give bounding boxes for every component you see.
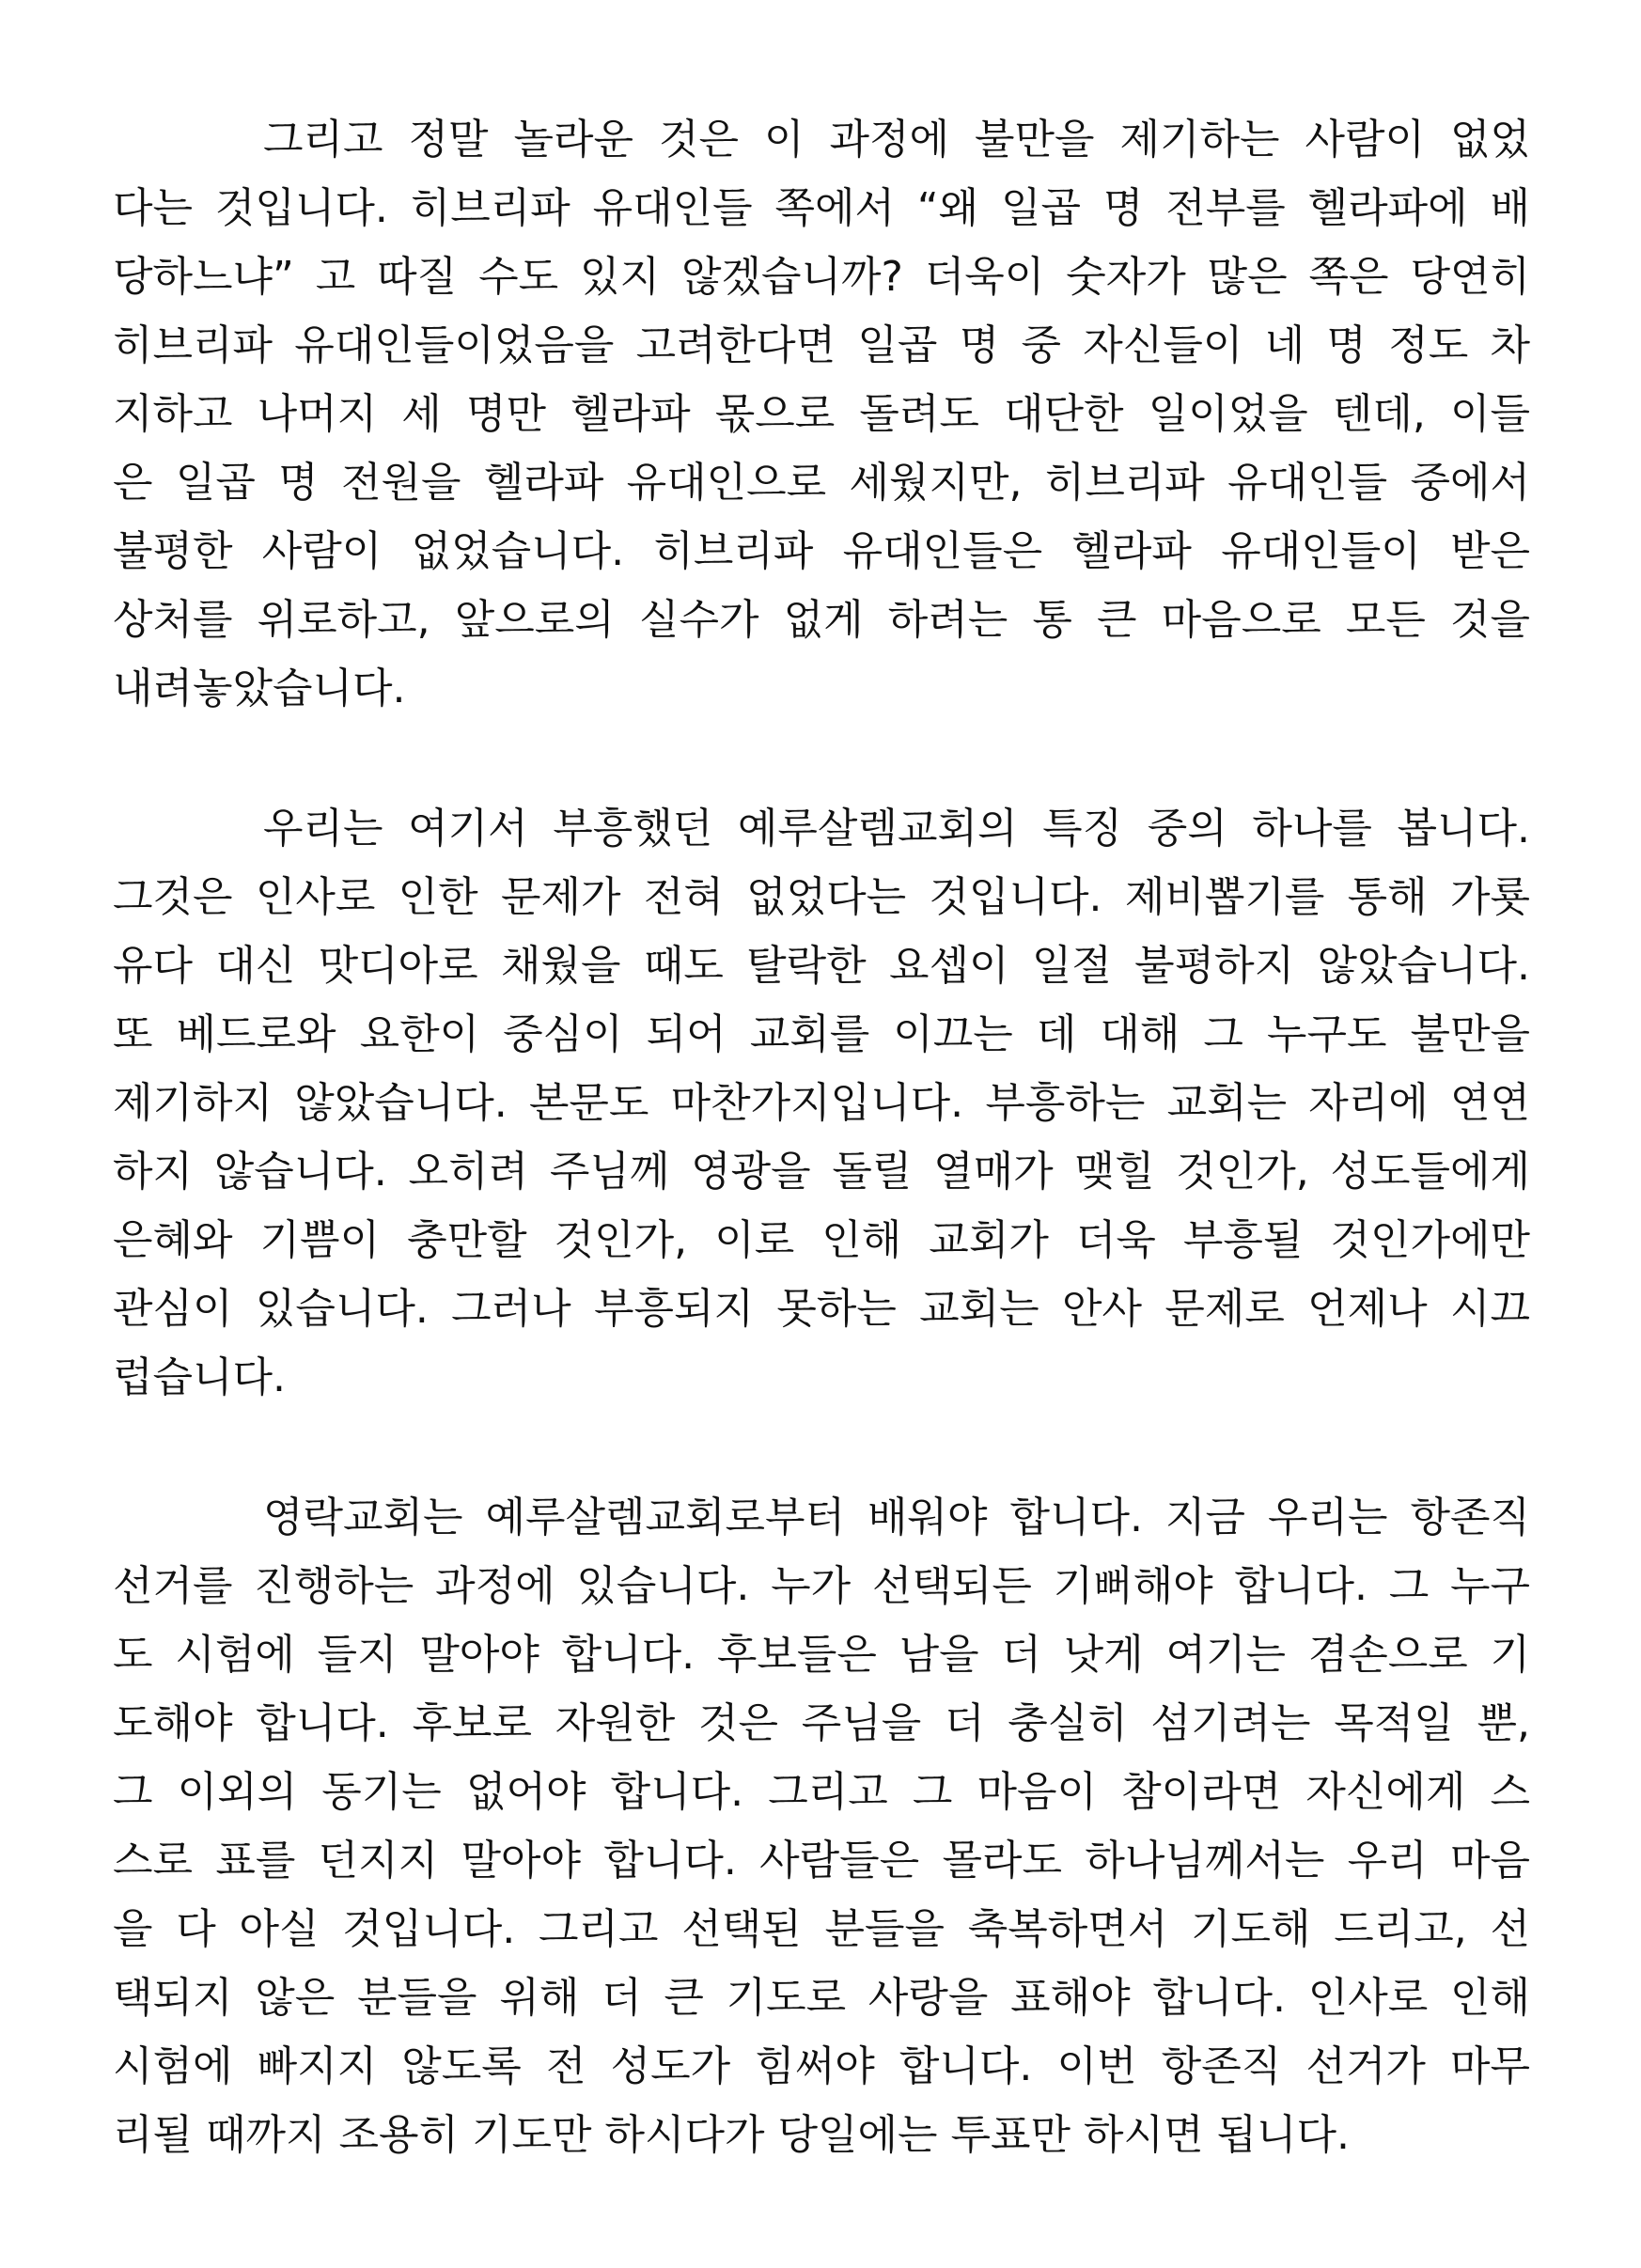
text-line: 영락교회는 예루살렘교회로부터 배워야 합니다. 지금 우리는 항존직 xyxy=(263,1494,1530,1541)
text-line: 그 이외의 동기는 없어야 합니다. 그리고 그 마음이 참이라면 자신에게 스 xyxy=(113,1768,1530,1816)
text-line: 우리는 여기서 부흥했던 예루살렘교회의 특징 중의 하나를 봅니다. xyxy=(263,805,1530,852)
text-line: 관심이 있습니다. 그러나 부흥되지 못하는 교회는 안사 문제로 언제나 시끄 xyxy=(113,1285,1530,1333)
text-line: 그것은 인사로 인한 문제가 전혀 없었다는 것입니다. 제비뽑기를 통해 가룟 xyxy=(113,873,1530,921)
text-line: 스로 표를 던지지 말아야 합니다. 사람들은 몰라도 하나님께서는 우리 마음 xyxy=(113,1837,1530,1885)
text-line: 제기하지 않았습니다. 본문도 마찬가지입니다. 부흥하는 교회는 자리에 연연 xyxy=(113,1079,1530,1127)
text-line: 택되지 않은 분들을 위해 더 큰 기도로 사랑을 표해야 합니다. 인사로 인해 xyxy=(113,1974,1530,2022)
text-line: 내려놓았습니다. xyxy=(113,665,406,712)
text-line: 도해야 합니다. 후보로 자원한 것은 주님을 더 충실히 섬기려는 목적일 뿐, xyxy=(113,1699,1530,1747)
text-line: 다는 것입니다. 히브리파 유대인들 쪽에서 “왜 일곱 명 전부를 헬라파에 배 xyxy=(113,184,1530,232)
text-line: 유다 대신 맛디아로 채웠을 때도 탈락한 요셉이 일절 불평하지 않았습니다. xyxy=(113,942,1530,990)
text-line: 불평한 사람이 없었습니다. 히브리파 유대인들은 헬라파 유대인들이 받은 xyxy=(113,527,1530,575)
text-line: 당하느냐” 고 따질 수도 있지 않겠습니까? 더욱이 숫자가 많은 쪽은 당연히 xyxy=(113,253,1530,301)
text-line: 하지 않습니다. 오히려 주님께 영광을 돌릴 열매가 맺힐 것인가, 성도들에게 xyxy=(113,1148,1530,1196)
text-line: 지하고 나머지 세 명만 헬라파 몫으로 돌려도 대단한 일이었을 텐데, 이들 xyxy=(113,390,1530,438)
paragraph-3 xyxy=(113,1483,1530,2169)
text-line: 럽습니다. xyxy=(113,1353,287,1401)
paragraph-1 xyxy=(113,105,1530,723)
text-line: 또 베드로와 요한이 중심이 되어 교회를 이끄는 데 대해 그 누구도 불만을 xyxy=(113,1010,1530,1058)
paragraph-2 xyxy=(113,794,1530,1412)
text-line: 그리고 정말 놀라운 것은 이 과정에 불만을 제기하는 사람이 없었 xyxy=(263,116,1530,164)
text-line: 선거를 진행하는 과정에 있습니다. 누가 선택되든 기뻐해야 합니다. 그 누구 xyxy=(113,1562,1530,1610)
text-line: 히브리파 유대인들이었음을 고려한다면 일곱 명 중 자신들이 네 명 정도 차 xyxy=(113,321,1530,369)
text-line: 상처를 위로하고, 앞으로의 실수가 없게 하려는 통 큰 마음으로 모든 것을 xyxy=(113,596,1530,644)
text-line: 도 시험에 들지 말아야 합니다. 후보들은 남을 더 낫게 여기는 겸손으로 기 xyxy=(113,1631,1530,1679)
text-line: 은 일곱 명 전원을 헬라파 유대인으로 세웠지만, 히브리파 유대인들 중에서 xyxy=(113,459,1530,507)
text-line: 리될 때까지 조용히 기도만 하시다가 당일에는 투표만 하시면 됩니다. xyxy=(113,2111,1350,2159)
text-line: 시험에 빠지지 않도록 전 성도가 힘써야 합니다. 이번 항존직 선거가 마무 xyxy=(113,2042,1530,2090)
text-line: 을 다 아실 것입니다. 그리고 선택된 분들을 축복하면서 기도해 드리고, 선 xyxy=(113,1905,1530,1953)
text-line: 은혜와 기쁨이 충만할 것인가, 이로 인해 교회가 더욱 부흥될 것인가에만 xyxy=(113,1216,1530,1264)
document-page xyxy=(113,105,1530,2169)
